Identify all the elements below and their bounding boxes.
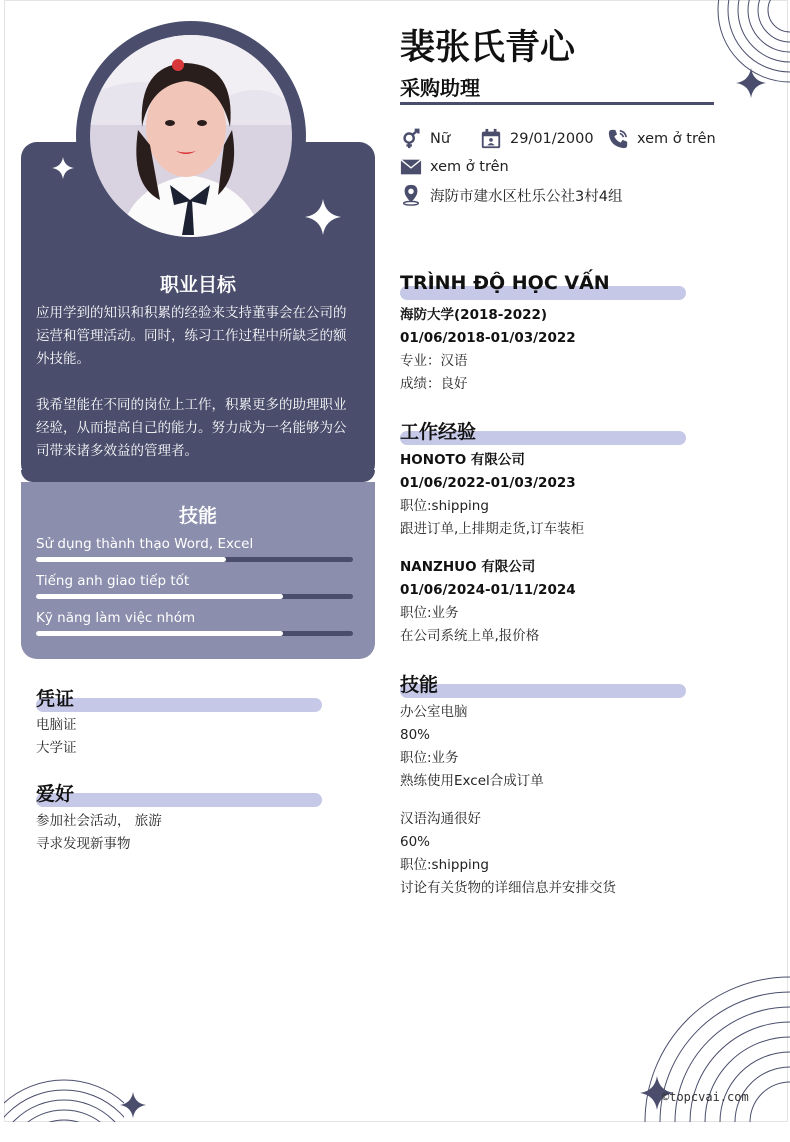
education-grade: 成绩：良好 bbox=[400, 376, 468, 392]
sparkle-icon bbox=[120, 1092, 146, 1118]
full-name: 裴张氏青心 bbox=[400, 28, 576, 68]
skill-bar bbox=[36, 631, 353, 636]
skill-bar bbox=[36, 594, 353, 599]
objective-line: 我希望能在不同的岗位上工作，积累更多的助理职业 bbox=[36, 397, 347, 413]
skill-position: 职位:shipping bbox=[400, 857, 489, 873]
education-major: 专业：汉语 bbox=[400, 353, 468, 369]
job-company: HONOTO 有限公司 bbox=[400, 452, 525, 468]
skill-description: 讨论有关货物的详细信息并安排交货 bbox=[400, 880, 616, 896]
title-underline bbox=[400, 102, 714, 105]
skill-bar-fill bbox=[36, 631, 283, 636]
objective-line: 外技能。 bbox=[36, 351, 90, 367]
skills-right-title: 技能 bbox=[400, 674, 439, 696]
skill-description: 熟练使用Excel合成订单 bbox=[400, 773, 544, 789]
section-bar bbox=[36, 698, 322, 712]
phone-icon bbox=[607, 128, 629, 150]
job-period: 01/06/2024-01/11/2024 bbox=[400, 582, 576, 598]
education-title: TRÌNH ĐỘ HỌC VẤN bbox=[400, 272, 610, 294]
skill-position: 职位:业务 bbox=[400, 750, 459, 766]
skill-item bbox=[36, 609, 353, 627]
objective-title: 职业目标 bbox=[159, 274, 236, 296]
mail-icon bbox=[400, 156, 422, 178]
job-title: 采购助理 bbox=[400, 76, 480, 100]
skill-bar bbox=[36, 557, 353, 562]
location-pin-icon bbox=[400, 184, 422, 206]
objective-line: 应用学到的知识和积累的经验来支持董事会在公司的 bbox=[36, 305, 347, 321]
job-position: 职位:shipping bbox=[400, 498, 489, 514]
contact-email bbox=[400, 156, 509, 178]
sparkle-icon bbox=[736, 68, 766, 98]
birthdate-value: 29/01/2000 bbox=[510, 131, 594, 147]
section-bar bbox=[400, 684, 686, 698]
hobby-item: 参加社会活动， 旅游 bbox=[36, 813, 162, 829]
job-period: 01/06/2022-01/03/2023 bbox=[400, 475, 576, 491]
sparkle-icon bbox=[52, 157, 74, 179]
objective-line: 经验，从而提高自己的能力。努力成为一名能够为公 bbox=[36, 420, 347, 436]
skill-item bbox=[36, 572, 353, 590]
contact-birthdate bbox=[480, 128, 594, 150]
skill-bar-fill bbox=[36, 594, 283, 599]
education-heading bbox=[400, 272, 686, 302]
job-company: NANZHUO 有限公司 bbox=[400, 559, 536, 575]
contact-gender bbox=[400, 128, 450, 150]
certificate-item: 大学证 bbox=[36, 740, 77, 756]
skill-name: 办公室电脑 bbox=[400, 704, 468, 720]
decor-arcs-bottom-left bbox=[4, 1060, 124, 1122]
gender-value: Nữ bbox=[430, 131, 451, 147]
skills-right-heading bbox=[400, 670, 686, 700]
email-value: xem ở trên bbox=[430, 159, 509, 175]
hobbies-title: 爱好 bbox=[36, 783, 75, 805]
skill-name: 汉语沟通很好 bbox=[400, 811, 481, 827]
contact-address bbox=[400, 184, 622, 206]
job-description: 跟进订单,上排期走货,订车装柜 bbox=[400, 521, 585, 537]
job-position: 职位:业务 bbox=[400, 605, 459, 621]
education-period: 01/06/2018-01/03/2022 bbox=[400, 330, 576, 346]
hobby-item: 寻求发现新事物 bbox=[36, 836, 131, 852]
skill-label: Kỹ năng làm việc nhóm bbox=[36, 610, 196, 626]
avatar bbox=[90, 35, 292, 237]
job-description: 在公司系统上单,报价格 bbox=[400, 628, 540, 644]
certificates-title: 凭证 bbox=[36, 688, 75, 710]
skill-label: Sử dụng thành thạo Word, Excel bbox=[36, 536, 254, 552]
skill-percent: 80% bbox=[400, 727, 431, 743]
objective-line: 司带来诸多效益的管理者。 bbox=[36, 443, 198, 459]
hobbies-heading bbox=[36, 779, 322, 809]
skill-label: Tiếng anh giao tiếp tốt bbox=[36, 573, 190, 589]
objective-line: 运营和管理活动。同时，练习工作过程中所缺乏的额 bbox=[36, 328, 347, 344]
phone-value: xem ở trên bbox=[637, 131, 716, 147]
contact-phone bbox=[607, 128, 716, 150]
skill-item bbox=[36, 535, 353, 553]
experience-heading bbox=[400, 417, 686, 447]
watermark: ©topcvai.com bbox=[662, 1090, 749, 1104]
certificates-heading bbox=[36, 684, 322, 714]
certificate-item: 电脑证 bbox=[36, 717, 77, 733]
skills-title: 技能 bbox=[178, 505, 217, 527]
gender-icon bbox=[400, 128, 422, 150]
skills-card-divider bbox=[21, 470, 375, 482]
skill-percent: 60% bbox=[400, 834, 431, 850]
address-value: 海防市建水区杜乐公社3村4组 bbox=[430, 188, 623, 205]
skill-bar-fill bbox=[36, 557, 226, 562]
sparkle-icon bbox=[305, 199, 341, 235]
experience-title: 工作经验 bbox=[400, 421, 477, 443]
education-school: 海防大学(2018-2022) bbox=[400, 307, 548, 323]
section-bar bbox=[36, 793, 322, 807]
calendar-icon bbox=[480, 128, 502, 150]
